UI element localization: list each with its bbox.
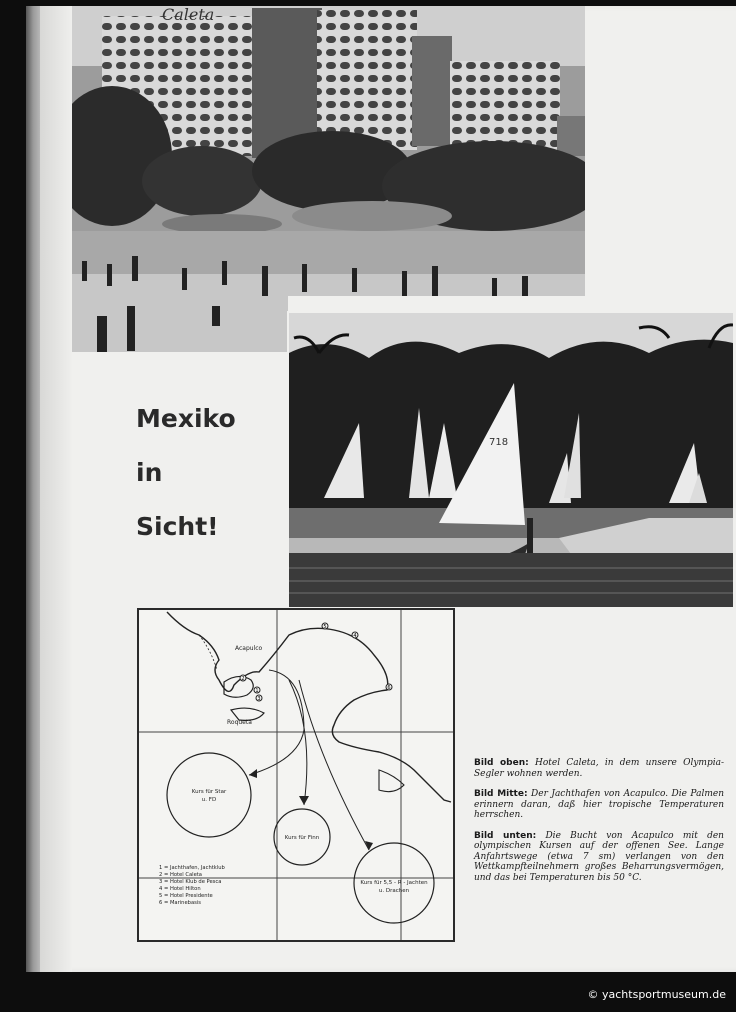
article-title xyxy=(136,392,276,554)
legend-item: 4 = Hotel Hilton xyxy=(159,886,201,892)
label-roqueta: Roqueta xyxy=(227,719,252,726)
legend-item: 1 = Jachthafen, Jachtklub xyxy=(159,865,225,871)
photo-captions xyxy=(474,758,724,893)
copyright-notice: © yachtsportmuseum.de xyxy=(587,988,726,1001)
legend-item: 5 = Hotel Presidente xyxy=(159,893,213,899)
title-line-3: Sicht! xyxy=(136,512,219,541)
label-acapulco: Acapulco xyxy=(235,645,263,652)
caption-label: Bild oben: xyxy=(474,758,529,768)
course-label-fd: u. FD xyxy=(201,797,217,803)
marker-3: 3 xyxy=(257,696,261,702)
caption-text: Der Jachthafen von Acapulco. Die Palmen erinnern daran, daß hier tropische Temperaturen herrschen. xyxy=(474,789,724,820)
marker-6: 6 xyxy=(387,685,391,691)
course-label-star: Kurs für Star xyxy=(191,789,227,795)
course-label-drachen: u. Drachen xyxy=(378,888,410,894)
page-gutter xyxy=(40,6,72,972)
hotel-sign: Caleta xyxy=(162,6,215,24)
caption-bottom xyxy=(474,831,724,884)
caption-text: Hotel Caleta, in dem unsere Olympia-Segler wohnen werden. xyxy=(474,758,724,779)
caption-top xyxy=(474,758,724,779)
caption-label: Bild unten: xyxy=(474,830,537,841)
marker-1: 1 xyxy=(255,688,259,694)
legend-item: 2 = Hotel Caleta xyxy=(159,872,202,878)
bay-map xyxy=(137,608,455,942)
title-line-1: Mexiko xyxy=(136,404,236,433)
course-label-finn: Kurs für Finn xyxy=(284,835,320,841)
title-line-2: in xyxy=(136,458,163,487)
marker-4: 4 xyxy=(353,633,357,639)
sail-number: 718 xyxy=(489,437,509,448)
caption-label: Bild Mitte: xyxy=(474,789,528,799)
caption-text: Die Bucht von Acapulco mit den olympischen Kursen auf der offenen See. Lange Anfahrtswege (etwa 7 sm) verlangen von den Wettkampfteilnehmern großes Beharrungsvermögen, und das bei Temperaturen bis 50 °C. xyxy=(474,830,724,883)
legend-item: 3 = Hotel Klub de Pesca xyxy=(159,879,222,885)
photo-yacht-harbour xyxy=(287,311,733,607)
photo-hotel-caleta xyxy=(72,6,585,352)
marker-2: 2 xyxy=(241,676,245,682)
marker-5: 5 xyxy=(323,624,327,630)
caption-middle xyxy=(474,789,724,821)
course-label-55r: Kurs für 5,5 - R - Jachten xyxy=(360,880,428,886)
legend-item: 6 = Marinebasis xyxy=(159,900,201,906)
